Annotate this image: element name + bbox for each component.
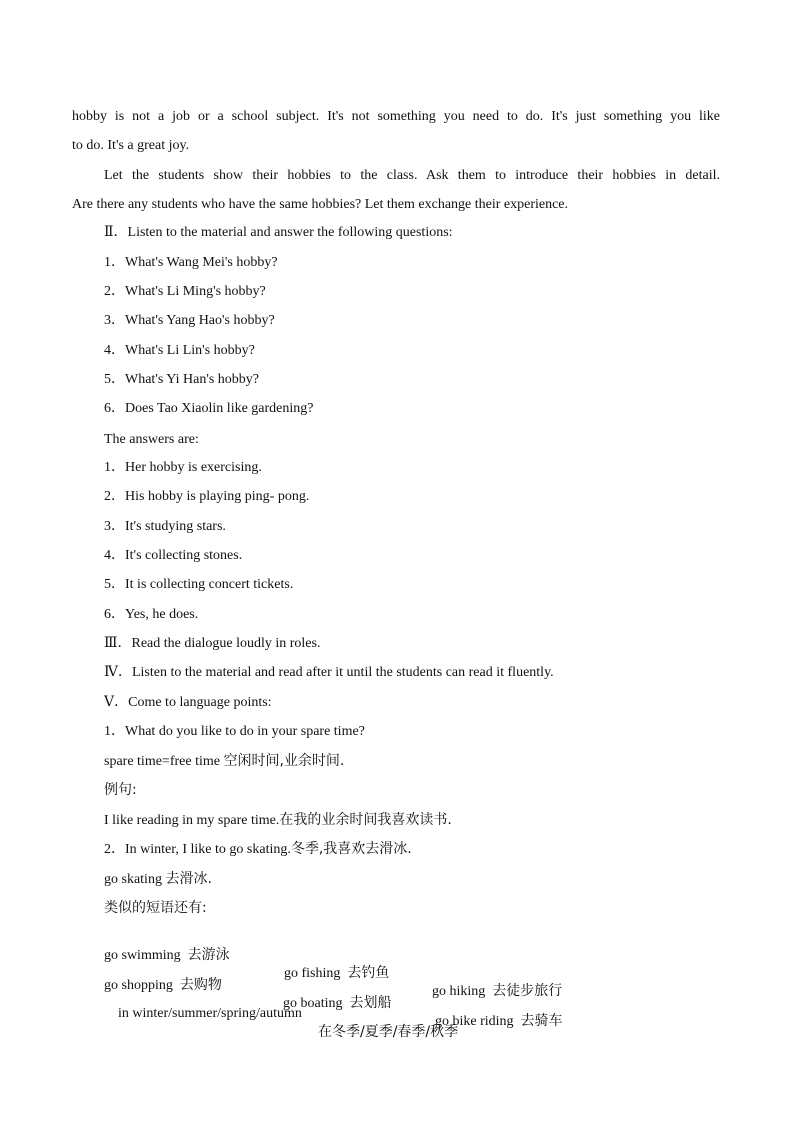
phrase-go-fishing: [284, 964, 389, 983]
question-1: 1．What's Wang Mei's hobby?: [104, 255, 278, 270]
intro-line-1: hobby is not a job or a school subject. It's not something you need to do. It's just something you like: [72, 109, 720, 124]
example-cn: 在我的业余时间我喜欢读书.: [279, 812, 452, 828]
answers-label: The answers are:: [104, 432, 199, 447]
phrase-go-swimming: [104, 946, 230, 965]
section-3-heading: Ⅲ．Read the dialogue loudly in roles.: [104, 636, 321, 651]
phrase-cn: 去钓鱼: [347, 965, 390, 981]
section-2-heading: Ⅱ．Listen to the material and answer the following questions:: [104, 225, 453, 240]
phrase-cn: 去划船: [349, 995, 392, 1011]
show-line-2: Are there any students who have the same hobbies? Let them exchange their experience.: [72, 197, 569, 212]
spare-time-line: [104, 752, 344, 771]
answer-6: 6．Yes, he does.: [104, 607, 199, 622]
seasons-en: in winter/summer/spring/autumn: [118, 1006, 302, 1021]
phrase-en: go hiking: [432, 984, 486, 999]
question-6: 6．Does Tao Xiaolin like gardening?: [104, 401, 314, 416]
phrase-en: go shopping: [104, 978, 173, 993]
example-line: [104, 811, 452, 830]
section-4-heading: Ⅳ．Listen to the material and read after it until the students can read it fluently.: [104, 665, 554, 680]
spare-time-cn: 空闲时间,业余时间.: [223, 753, 345, 769]
section-5-heading: Ⅴ．Come to language points:: [104, 695, 272, 710]
phrase-en: go bike riding: [435, 1014, 514, 1029]
go-skating-line: [104, 870, 212, 889]
example-en: I like reading in my spare time.: [104, 813, 280, 828]
point-2-cn: 冬季,我喜欢去滑冰.: [290, 841, 412, 857]
point-2: [104, 840, 412, 859]
question-2: 2．What's Li Ming's hobby?: [104, 284, 266, 299]
answer-1: 1．Her hobby is exercising.: [104, 460, 262, 475]
question-4: 4．What's Li Lin's hobby?: [104, 343, 255, 358]
phrase-cn: 去徒步旅行: [492, 983, 563, 999]
answer-5: 5．It is collecting concert tickets.: [104, 577, 294, 592]
example-label: 例句:: [104, 782, 137, 798]
phrase-en: go fishing: [284, 966, 341, 981]
spare-time-en: spare time=free time: [104, 754, 224, 769]
seasons-cn: 在冬季/夏季/春季/秋季: [318, 1024, 459, 1040]
question-3: 3．What's Yang Hao's hobby?: [104, 313, 275, 328]
show-line-1: Let the students show their hobbies to the class. Ask them to introduce their hobbies in detail.: [104, 168, 720, 183]
go-skating-en: go skating: [104, 872, 166, 887]
point-1: 1．What do you like to do in your spare time?: [104, 724, 365, 739]
go-skating-cn: 去滑冰.: [165, 871, 212, 887]
phrase-en: go boating: [283, 996, 343, 1011]
phrase-cn: 去购物: [179, 977, 222, 993]
phrase-cn: 去游泳: [187, 947, 230, 963]
question-5: 5．What's Yi Han's hobby?: [104, 372, 260, 387]
answer-3: 3．It's studying stars.: [104, 519, 226, 534]
phrase-en: go swimming: [104, 948, 181, 963]
phrase-cn: 去骑车: [520, 1013, 563, 1029]
intro-line-2: to do. It's a great joy.: [72, 138, 190, 153]
phrase-go-hiking: [432, 982, 562, 1001]
similar-phrases-label: 类似的短语还有:: [104, 900, 207, 916]
point-2-en: 2．In winter, I like to go skating.: [104, 842, 291, 857]
answer-4: 4．It's collecting stones.: [104, 548, 243, 563]
answer-2: 2．His hobby is playing ping- pong.: [104, 489, 310, 504]
